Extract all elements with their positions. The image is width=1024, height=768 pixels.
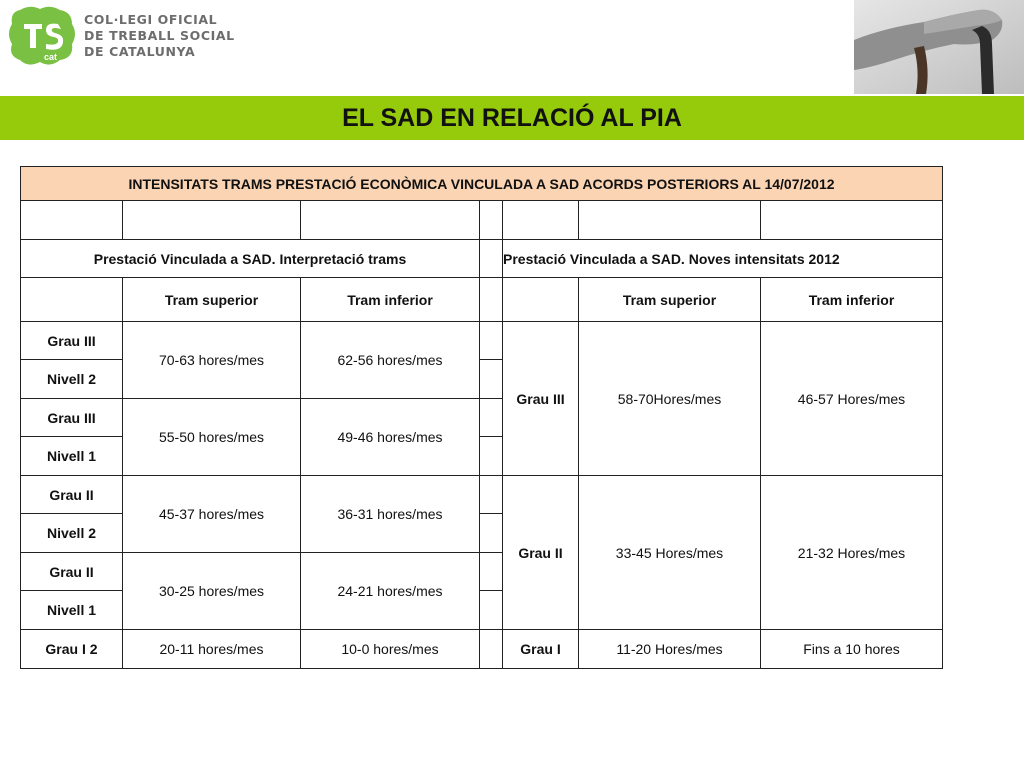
- left-superior-value: 45-37 hores/mes: [123, 476, 301, 553]
- last-row-left-grade: Grau I 2: [21, 630, 123, 669]
- right-section-title: Prestació Vinculada a SAD. Noves intensitats 2012: [503, 240, 943, 278]
- right-grade-label: Grau II: [503, 476, 579, 630]
- last-row-left-inferior: 10-0 hores/mes: [301, 630, 480, 669]
- right-superior-value: 33-45 Hores/mes: [579, 476, 761, 630]
- empty-cell: [480, 437, 503, 476]
- org-line-3: DE CATALUNYA: [84, 44, 196, 59]
- row-label: Grau II: [21, 553, 123, 591]
- empty-cell: [480, 476, 503, 514]
- left-superior-value: 30-25 hores/mes: [123, 553, 301, 630]
- right-superior-value: 58-70Hores/mes: [579, 322, 761, 476]
- left-inferior-value: 49-46 hores/mes: [301, 399, 480, 476]
- last-row-right-grade: Grau I: [503, 630, 579, 669]
- page-title: EL SAD EN RELACIÓ AL PIA: [342, 104, 682, 132]
- col-header-inferior-left: Tram inferior: [301, 278, 480, 322]
- empty-cell: [480, 591, 503, 630]
- empty-cell: [480, 630, 503, 669]
- empty-cell: [480, 553, 503, 591]
- empty-cell: [21, 201, 123, 240]
- last-row-right-superior: 11-20 Hores/mes: [579, 630, 761, 669]
- table-header: INTENSITATS TRAMS PRESTACIÓ ECONÒMICA VINCULADA A SAD ACORDS POSTERIORS AL 14/07/2012: [21, 167, 943, 201]
- organization-name: [84, 12, 235, 60]
- left-inferior-value: 62-56 hores/mes: [301, 322, 480, 399]
- left-superior-value: 55-50 hores/mes: [123, 399, 301, 476]
- col-header-superior-right: Tram superior: [579, 278, 761, 322]
- hand-on-cane-photo: [854, 0, 1024, 94]
- col-header-superior-left: Tram superior: [123, 278, 301, 322]
- org-line-2: DE TREBALL SOCIAL: [84, 28, 235, 43]
- org-line-1: COL·LEGI OFICIAL: [84, 12, 218, 27]
- left-superior-value: 70-63 hores/mes: [123, 322, 301, 399]
- row-label: Nivell 1: [21, 437, 123, 476]
- row-label: Grau II: [21, 476, 123, 514]
- left-section-title: Prestació Vinculada a SAD. Interpretació trams: [21, 240, 480, 278]
- left-inferior-value: 36-31 hores/mes: [301, 476, 480, 553]
- empty-cell: [480, 514, 503, 553]
- empty-cell: [503, 201, 579, 240]
- empty-cell: [579, 201, 761, 240]
- empty-cell: [480, 278, 503, 322]
- row-label: Nivell 2: [21, 514, 123, 553]
- row-label: Nivell 2: [21, 360, 123, 399]
- row-label: Nivell 1: [21, 591, 123, 630]
- last-row-left-superior: 20-11 hores/mes: [123, 630, 301, 669]
- right-grade-label: Grau III: [503, 322, 579, 476]
- empty-cell: [503, 278, 579, 322]
- empty-cell: [480, 201, 503, 240]
- last-row-right-inferior: Fins a 10 hores: [761, 630, 943, 669]
- empty-cell: [480, 360, 503, 399]
- col-header-inferior-right: Tram inferior: [761, 278, 943, 322]
- empty-cell: [123, 201, 301, 240]
- logo-cat-label: cat: [44, 52, 58, 62]
- right-inferior-value: 46-57 Hores/mes: [761, 322, 943, 476]
- row-label: Grau III: [21, 322, 123, 360]
- colegi-logo-icon: [6, 4, 78, 68]
- empty-cell: [480, 240, 503, 278]
- empty-cell: [761, 201, 943, 240]
- empty-cell: [480, 399, 503, 437]
- empty-cell: [480, 322, 503, 360]
- intensity-table: [20, 166, 943, 669]
- empty-cell: [21, 278, 123, 322]
- right-inferior-value: 21-32 Hores/mes: [761, 476, 943, 630]
- empty-cell: [301, 201, 480, 240]
- row-label: Grau III: [21, 399, 123, 437]
- left-inferior-value: 24-21 hores/mes: [301, 553, 480, 630]
